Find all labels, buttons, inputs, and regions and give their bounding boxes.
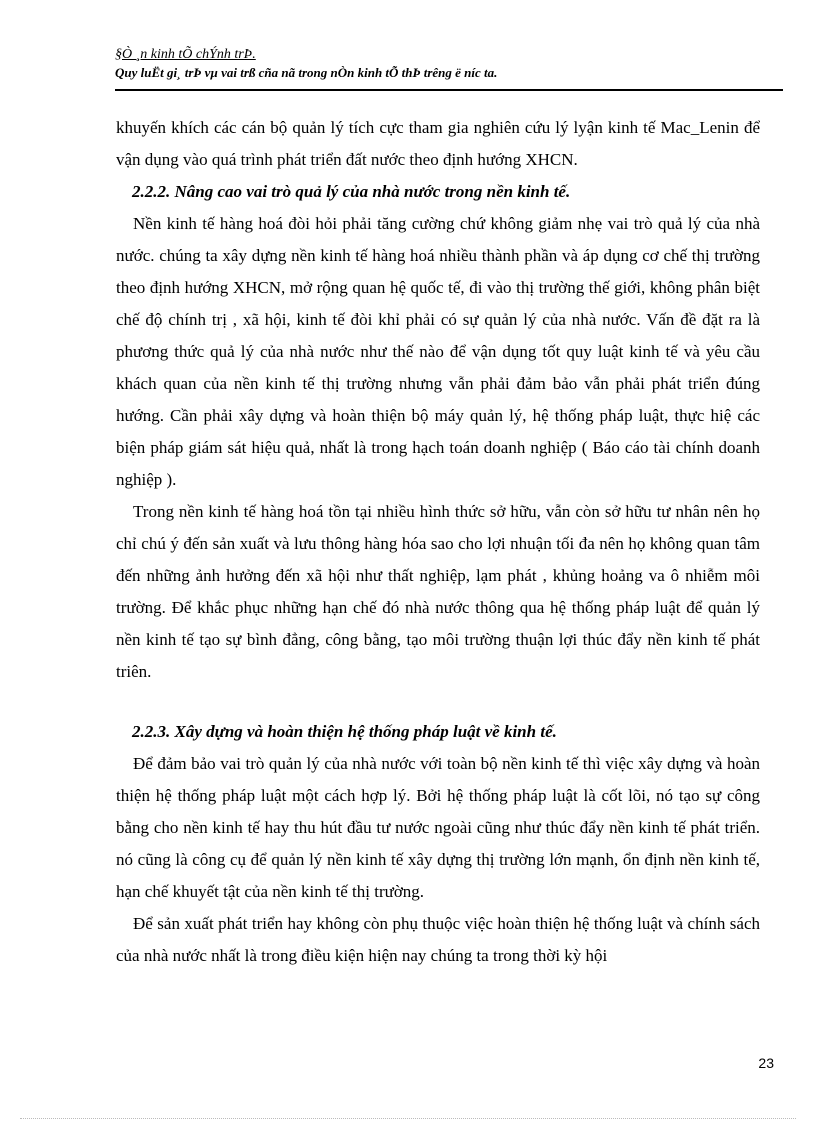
footer-divider	[20, 1118, 796, 1119]
paragraph-state-management: Nền kinh tế hàng hoá đòi hỏi phải tăng cường chứ không giảm nhẹ vai trò quả lý của nhà nước. chúng ta xây dựng nền kinh tế hàng hoá nhiều thành phần và áp dụng cơ chế thị trường theo định hướng XHCN, mở rộng quan hệ quốc tế, đi vào thị trường thế giới, không phân biệt chế độ chính trị , xã hội, kinh tế đòi khỉ phải có sự quản lý của nhà nước. Vấn đề đặt ra là phương thức quả lý của nhà nước như thế nào để vận dụng tốt quy luật kinh tế và yêu cầu khách quan của nền kinh tế thị trường nhưng vẫn phải đảm bảo vẫn phải phát triển đúng hướng. Cần phải xây dựng và hoàn thiện bộ máy quản lý, hệ thống pháp luật, thực hiệ các biện pháp giám sát hiệu quả, nhất là trong hạch toán doanh nghiệp ( Báo cáo tài chính doanh nghiệp ).	[116, 214, 760, 489]
document-body	[116, 112, 760, 972]
page-number: 23	[758, 1055, 774, 1071]
paragraph-production: Để sản xuất phát triển hay không còn phụ thuộc việc hoàn thiện hệ thống luật và chính sách của nhà nước nhất là trong điều kiện hiện nay chúng ta trong thời kỳ hội	[116, 914, 760, 965]
section-heading-2-2-2: 2.2.2. Nâng cao vai trò quả lý của nhà nước trong nền kinh tế.	[132, 182, 571, 201]
paragraph-ownership: Trong nền kinh tế hàng hoá tồn tại nhiều hình thức sở hữu, vẫn còn sở hữu tư nhân nên họ chỉ chú ý đến sản xuất và lưu thông hàng hóa sao cho lợi nhuận tối đa nên họ không quan tâm đến những ảnh hưởng đến xã hội như thất nghiệp, lạm phát , khủng hoảng va ô nhiễm môi trường. Để khắc phục những hạn chế đó nhà nước thông qua hệ thống pháp luật để quản lý nền kinh tế tạo sự bình đẳng, công bằng, tạo môi trường thuận lợi thúc đẩy nền kinh tế phát triên.	[116, 502, 760, 681]
header-rule	[115, 89, 783, 91]
header-title: §Ò ¸n kinh tÕ chÝnh trÞ.	[115, 47, 256, 62]
page-header	[115, 46, 783, 82]
section-spacer	[116, 688, 760, 716]
paragraph-continuation: khuyến khích các cán bộ quản lý tích cực tham gia nghiên cứu lý lyận kinh tế Mac_Lenin để vận dụng vào quá trình phát triển đất nước theo định hướng XHCN.	[116, 118, 760, 169]
section-heading-2-2-3: 2.2.3. Xây dựng và hoàn thiện hệ thống pháp luật về kinh tế.	[132, 722, 557, 741]
paragraph-legal-system: Để đảm bảo vai trò quản lý của nhà nước với toàn bộ nền kinh tế thì việc xây dựng và hoàn thiện hệ thống pháp luật một cách hợp lý. Bởi hệ thống pháp luật là cốt lõi, nó tạo sự công bằng cho nền kinh tế hay thu hút đầu tư nước ngoài cũng như thúc đẩy nền kinh tế phát triển. nó cũng là công cụ để quản lý nền kinh tế xây dựng thị trường lớn mạnh, ổn định nền kinh tế, hạn chế khuyết tật của nền kinh tế thị trường.	[116, 754, 760, 901]
header-subtitle: Quy luËt gi¸ trÞ vµ vai trß cña nã trong nÒn kinh tÕ thÞ trêng ë níc ta.	[115, 65, 498, 80]
